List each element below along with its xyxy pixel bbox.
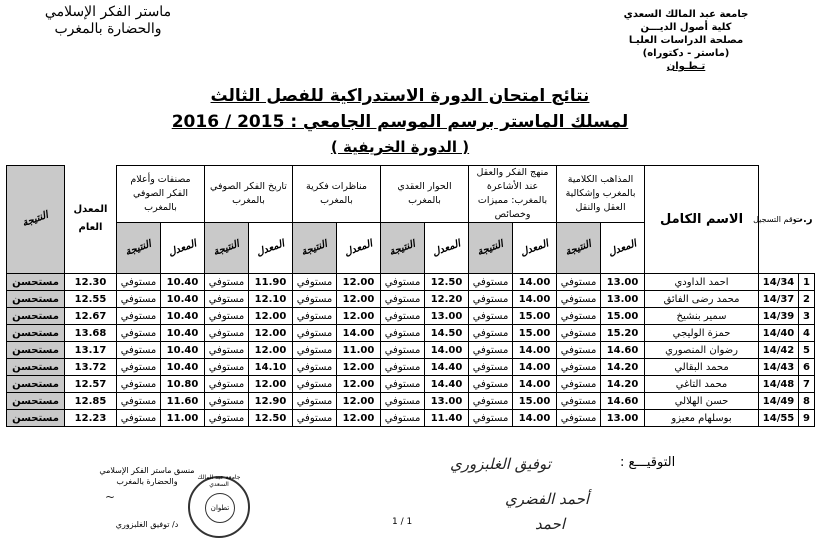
subject-grade: 12.00 xyxy=(337,410,381,427)
subject-grade: 14.20 xyxy=(601,359,645,376)
table-row xyxy=(7,393,815,410)
subject-grade: 15.20 xyxy=(601,325,645,342)
subject-result: مستوفي xyxy=(205,274,249,291)
sub-result-label: النتيجة xyxy=(564,238,593,258)
coordinator-title: منسق ماستر الفكر الإسلامي والحضارة بالمغرب xyxy=(99,466,195,486)
subject-result: مستوفي xyxy=(205,308,249,325)
table-row xyxy=(7,274,815,291)
subject-grade: 12.00 xyxy=(249,325,293,342)
subject-result: مستوفي xyxy=(469,342,513,359)
subject-result: مستوفي xyxy=(205,359,249,376)
subject-result: مستوفي xyxy=(117,393,161,410)
general-average: 12.55 xyxy=(65,291,117,308)
program-line-1: ماستر الفكر الإسلامي xyxy=(44,4,172,20)
row-number: 2 xyxy=(799,291,815,308)
city-name: تـطـوان xyxy=(666,61,706,72)
subject-result: مستوفي xyxy=(469,274,513,291)
general-average: 13.17 xyxy=(65,342,117,359)
sub-grade-header xyxy=(249,223,293,274)
student-name: سمير بنشيخ xyxy=(645,308,759,325)
subject-result: مستوفي xyxy=(469,325,513,342)
subject-grade: 13.00 xyxy=(601,410,645,427)
subject-grade: 14.00 xyxy=(337,325,381,342)
sub-result-header xyxy=(293,223,337,274)
subject-grade: 14.00 xyxy=(513,342,557,359)
subject-result: مستوفي xyxy=(469,291,513,308)
subject-result: مستوفي xyxy=(469,410,513,427)
subject-grade: 11.60 xyxy=(161,393,205,410)
subject-grade: 15.00 xyxy=(513,393,557,410)
final-result: مستحسن xyxy=(7,359,65,376)
subject-result: مستوفي xyxy=(469,308,513,325)
subject-result: مستوفي xyxy=(205,325,249,342)
subject-grade: 14.00 xyxy=(513,291,557,308)
subject-header-2: منهج الفكر والعقل عند الأشاعرة بالمغرب: مميزات وخصائص xyxy=(469,166,557,223)
subject-result: مستوفي xyxy=(381,291,425,308)
subject-result: مستوفي xyxy=(381,342,425,359)
sub-result-label: النتيجة xyxy=(300,238,329,258)
student-name: حمزة الوليجي xyxy=(645,325,759,342)
final-result: مستحسن xyxy=(7,410,65,427)
row-number: 8 xyxy=(799,393,815,410)
table-row xyxy=(7,410,815,427)
col-rt-label: ر.ت xyxy=(792,213,813,225)
subject-result: مستوفي xyxy=(117,325,161,342)
sub-grade-header xyxy=(337,223,381,274)
signature-3: احمد xyxy=(535,515,565,533)
subject-result: مستوفي xyxy=(381,376,425,393)
subject-grade: 10.40 xyxy=(161,291,205,308)
official-stamp xyxy=(188,476,250,538)
registration-number: 14/39 xyxy=(759,308,799,325)
signature-2: أحمد الفضري xyxy=(505,490,590,508)
subject-result: مستوفي xyxy=(469,376,513,393)
col-name xyxy=(645,166,759,274)
subject-grade: 14.60 xyxy=(601,342,645,359)
subject-result: مستوفي xyxy=(557,359,601,376)
subject-grade: 13.00 xyxy=(601,291,645,308)
sub-result-label: النتيجة xyxy=(476,238,505,258)
subject-grade: 13.00 xyxy=(425,308,469,325)
general-average: 12.67 xyxy=(65,308,117,325)
general-average: 13.72 xyxy=(65,359,117,376)
sub-result-header xyxy=(205,223,249,274)
row-number: 4 xyxy=(799,325,815,342)
sub-grade-header xyxy=(161,223,205,274)
sub-result-header xyxy=(381,223,425,274)
coordinator-name: د/ توفيق الغلبزوري xyxy=(115,520,179,529)
subject-grade: 12.20 xyxy=(425,291,469,308)
student-name: بوسلهام معيزو xyxy=(645,410,759,427)
general-average: 12.30 xyxy=(65,274,117,291)
document-subtitle: لمسلك الماستر برسم الموسم الجامعي : 2015 / 2016 xyxy=(171,112,629,132)
subject-grade: 10.80 xyxy=(161,376,205,393)
subject-grade: 12.50 xyxy=(249,410,293,427)
sub-result-header xyxy=(117,223,161,274)
row-number: 6 xyxy=(799,359,815,376)
sub-result-label: النتيجة xyxy=(212,238,241,258)
row-number: 5 xyxy=(799,342,815,359)
subject-result: مستوفي xyxy=(381,410,425,427)
subject-result: مستوفي xyxy=(557,393,601,410)
coordinator-signature: ~ xyxy=(105,490,116,504)
subject-result: مستوفي xyxy=(557,308,601,325)
registration-number: 14/49 xyxy=(759,393,799,410)
stamp-center-text: تطوان xyxy=(205,493,235,523)
row-number: 1 xyxy=(799,274,815,291)
subject-grade: 12.00 xyxy=(337,274,381,291)
col-avg-label: المعدل العام xyxy=(73,204,108,234)
subject-result: مستوفي xyxy=(381,308,425,325)
row-number: 7 xyxy=(799,376,815,393)
subject-result: مستوفي xyxy=(205,291,249,308)
final-result: مستحسن xyxy=(7,376,65,393)
subject-result: مستوفي xyxy=(293,393,337,410)
page-number: 1 / 1 xyxy=(392,517,413,527)
subject-grade: 14.60 xyxy=(601,393,645,410)
sub-grade-label: المعدل xyxy=(343,237,374,259)
sub-grade-label: المعدل xyxy=(255,237,286,259)
subject-result: مستوفي xyxy=(293,376,337,393)
subject-header-6: مصنفات وأعلام الفكر الصوفي بالمغرب xyxy=(117,166,205,223)
subject-result: مستوفي xyxy=(557,274,601,291)
subject-result: مستوفي xyxy=(293,359,337,376)
subject-grade: 12.00 xyxy=(249,342,293,359)
sub-grade-header xyxy=(425,223,469,274)
stamp-ring-text: جامعة عبد المالك السعدي xyxy=(197,474,241,488)
subject-result: مستوفي xyxy=(117,376,161,393)
subject-result: مستوفي xyxy=(381,325,425,342)
general-average: 12.85 xyxy=(65,393,117,410)
signature-1: توفيق الغلبزوري xyxy=(450,455,551,473)
subject-result: مستوفي xyxy=(557,410,601,427)
table-row xyxy=(7,342,815,359)
subject-grade: 14.20 xyxy=(601,376,645,393)
subject-grade: 15.00 xyxy=(601,308,645,325)
subject-header-3: الحوار العقدي بالمغرب xyxy=(381,166,469,223)
table-row xyxy=(7,308,815,325)
col-reg-label: رقم التسجيل xyxy=(753,214,797,224)
general-average: 13.68 xyxy=(65,325,117,342)
subject-result: مستوفي xyxy=(205,393,249,410)
institution-header xyxy=(586,8,786,73)
subject-grade: 13.00 xyxy=(425,393,469,410)
subject-grade: 12.50 xyxy=(425,274,469,291)
sub-result-header xyxy=(469,223,513,274)
sub-grade-header xyxy=(601,223,645,274)
subject-grade: 15.00 xyxy=(513,325,557,342)
subject-result: مستوفي xyxy=(205,342,249,359)
subject-grade: 15.00 xyxy=(513,308,557,325)
subject-result: مستوفي xyxy=(293,291,337,308)
sub-result-label: النتيجة xyxy=(388,238,417,258)
program-line-2: والحضارة بالمغرب xyxy=(54,21,162,37)
subject-grade: 11.40 xyxy=(425,410,469,427)
subject-grade: 10.40 xyxy=(161,342,205,359)
col-name-label: الاسم الكامل xyxy=(659,212,744,227)
row-number: 9 xyxy=(799,410,815,427)
subject-result: مستوفي xyxy=(117,308,161,325)
subject-grade: 12.00 xyxy=(249,308,293,325)
subject-grade: 12.00 xyxy=(249,376,293,393)
subject-grade: 14.50 xyxy=(425,325,469,342)
subject-result: مستوفي xyxy=(293,325,337,342)
subject-result: مستوفي xyxy=(469,393,513,410)
final-result: مستحسن xyxy=(7,393,65,410)
student-name: رضوان المنصوري xyxy=(645,342,759,359)
table-row xyxy=(7,325,815,342)
program-header xyxy=(18,4,198,38)
final-result: مستحسن xyxy=(7,274,65,291)
subject-grade: 11.00 xyxy=(337,342,381,359)
subject-result: مستوفي xyxy=(557,291,601,308)
table-row xyxy=(7,291,815,308)
subject-result: مستوفي xyxy=(381,274,425,291)
registration-number: 14/37 xyxy=(759,291,799,308)
subject-result: مستوفي xyxy=(205,410,249,427)
results-body xyxy=(7,274,815,427)
general-average: 12.57 xyxy=(65,376,117,393)
signature-label: التوقيـــع : xyxy=(620,455,676,470)
subject-result: مستوفي xyxy=(293,274,337,291)
subject-grade: 14.00 xyxy=(513,359,557,376)
subject-grade: 14.10 xyxy=(249,359,293,376)
sub-grade-label: المعدل xyxy=(607,237,639,259)
registration-number: 14/43 xyxy=(759,359,799,376)
final-result: مستحسن xyxy=(7,342,65,359)
student-name: محمد رضى الفائق xyxy=(645,291,759,308)
subject-grade: 14.40 xyxy=(425,359,469,376)
subject-result: مستوفي xyxy=(293,410,337,427)
degree-levels: (ماستر - دكتوراه) xyxy=(642,48,730,59)
subject-grade: 13.00 xyxy=(601,274,645,291)
subject-result: مستوفي xyxy=(205,376,249,393)
final-result: مستحسن xyxy=(7,308,65,325)
subject-grade: 14.40 xyxy=(425,376,469,393)
subject-grade: 12.00 xyxy=(337,393,381,410)
subject-grade: 11.00 xyxy=(161,410,205,427)
row-number: 3 xyxy=(799,308,815,325)
col-rt xyxy=(792,166,815,274)
subject-result: مستوفي xyxy=(381,393,425,410)
subject-result: مستوفي xyxy=(117,291,161,308)
subject-result: مستوفي xyxy=(557,342,601,359)
subject-result: مستوفي xyxy=(117,410,161,427)
subject-result: مستوفي xyxy=(293,342,337,359)
registration-number: 14/42 xyxy=(759,342,799,359)
subject-result: مستوفي xyxy=(557,325,601,342)
general-average: 12.23 xyxy=(65,410,117,427)
department-name: مصلحة الدراسات العليـا xyxy=(628,35,744,46)
student-name: محمد البقالي xyxy=(645,359,759,376)
subject-grade: 10.40 xyxy=(161,308,205,325)
final-result: مستحسن xyxy=(7,325,65,342)
subject-result: مستوفي xyxy=(557,376,601,393)
subject-grade: 11.90 xyxy=(249,274,293,291)
col-final-label: النتيجة xyxy=(21,209,50,230)
registration-number: 14/55 xyxy=(759,410,799,427)
table-row xyxy=(7,359,815,376)
subject-result: مستوفي xyxy=(469,359,513,376)
student-name: محمد التاغي xyxy=(645,376,759,393)
document-title: نتائج امتحان الدورة الاستدراكية للفصل الثالث xyxy=(210,86,590,106)
registration-number: 14/34 xyxy=(759,274,799,291)
sub-grade-label: المعدل xyxy=(431,237,462,259)
sub-result-header xyxy=(557,223,601,274)
subject-header-4: مناظرات فكرية بالمغرب xyxy=(293,166,381,223)
subject-grade: 14.00 xyxy=(513,274,557,291)
subject-grade: 12.00 xyxy=(337,291,381,308)
subject-grade: 14.00 xyxy=(513,410,557,427)
subject-grade: 10.40 xyxy=(161,325,205,342)
table-row xyxy=(7,376,815,393)
subject-grade: 10.40 xyxy=(161,274,205,291)
subject-result: مستوفي xyxy=(381,359,425,376)
sub-result-label: النتيجة xyxy=(124,238,153,258)
faculty-name: كلية أصول الديـــن xyxy=(640,22,732,33)
subject-grade: 14.00 xyxy=(513,376,557,393)
student-name: احمد الداودي xyxy=(645,274,759,291)
col-final xyxy=(7,166,65,274)
subject-grade: 10.40 xyxy=(161,359,205,376)
registration-number: 14/40 xyxy=(759,325,799,342)
sub-grade-label: المعدل xyxy=(167,237,198,259)
sub-grade-label: المعدل xyxy=(519,237,550,259)
col-avg xyxy=(65,166,117,274)
subject-result: مستوفي xyxy=(117,274,161,291)
subject-grade: 12.90 xyxy=(249,393,293,410)
subject-grade: 12.00 xyxy=(337,308,381,325)
subject-result: مستوفي xyxy=(293,308,337,325)
university-name: جامعة عبد المالك السعدي xyxy=(623,9,749,20)
subject-grade: 12.00 xyxy=(337,359,381,376)
sub-grade-header xyxy=(513,223,557,274)
subject-result: مستوفي xyxy=(117,359,161,376)
subject-header-5: تاريخ الفكر الصوفي بالمغرب xyxy=(205,166,293,223)
session-title: ( الدورة الخريفية ) xyxy=(330,138,470,156)
col-reg xyxy=(753,166,799,274)
student-name: حسن الهلالي xyxy=(645,393,759,410)
subject-result: مستوفي xyxy=(117,342,161,359)
subject-header-1: المذاهب الكلامية بالمغرب وإشكالية العقل والنقل xyxy=(557,166,645,223)
subject-grade: 12.10 xyxy=(249,291,293,308)
registration-number: 14/48 xyxy=(759,376,799,393)
subject-grade: 12.00 xyxy=(337,376,381,393)
final-result: مستحسن xyxy=(7,291,65,308)
subject-grade: 14.00 xyxy=(425,342,469,359)
results-table xyxy=(6,165,815,427)
